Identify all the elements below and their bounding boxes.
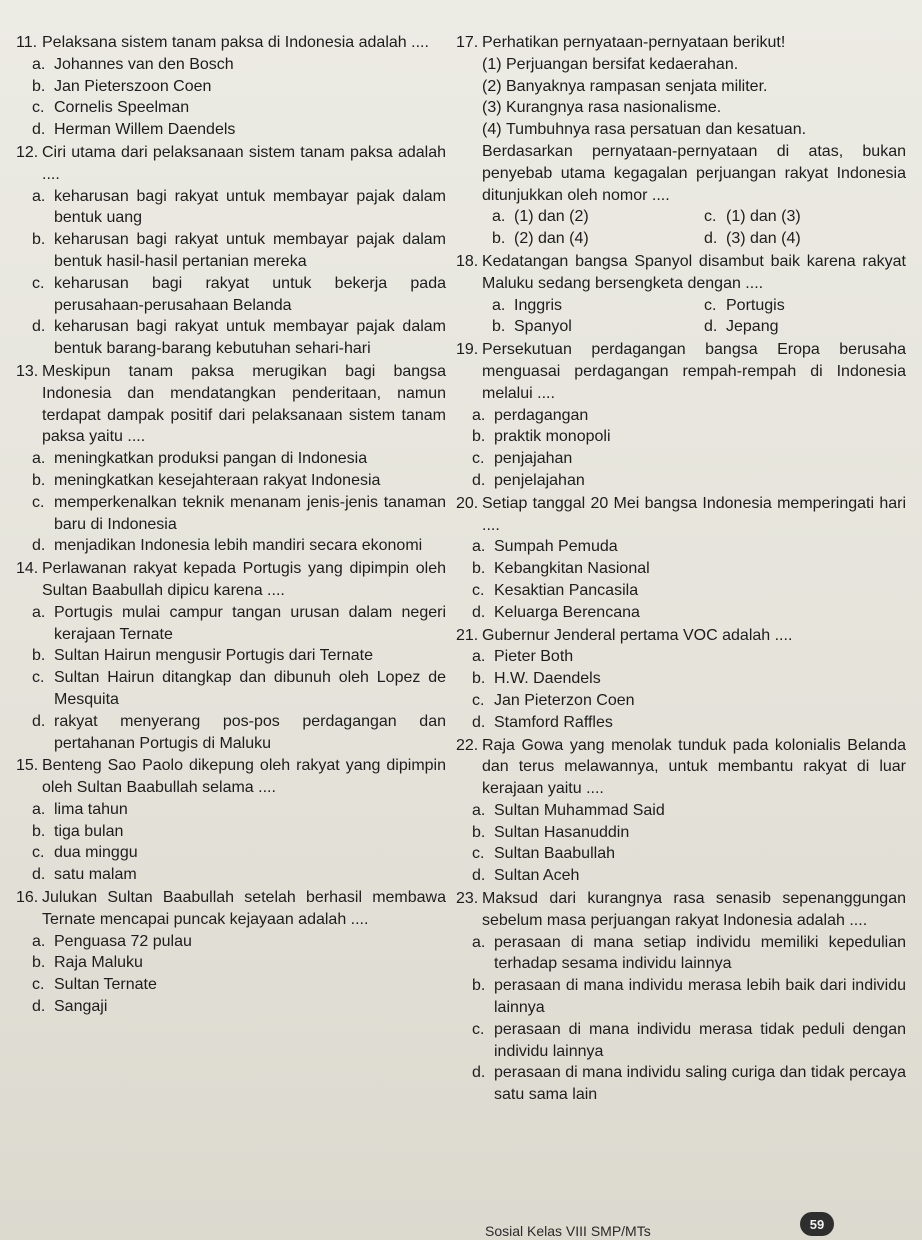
answer-option [472, 1019, 906, 1063]
statement-item [482, 119, 906, 141]
statement-text: Perjuangan bersifat kedaerahan. [506, 55, 739, 73]
option-label: b. [492, 318, 506, 336]
answer-option [472, 602, 906, 624]
question-number: 18. [456, 252, 479, 270]
left-column [16, 32, 446, 1019]
option-text: Sultan Hasanuddin [494, 823, 630, 841]
option-label: a. [472, 648, 486, 666]
option-text: Jan Pieterzon Coen [494, 691, 635, 709]
question-stem [456, 735, 906, 800]
option-label: c. [32, 274, 45, 292]
option-label: a. [492, 296, 506, 314]
answer-option [32, 535, 446, 557]
question-block [456, 735, 906, 888]
answer-option [492, 206, 694, 228]
answer-option [704, 316, 906, 338]
question-text: Raja Gowa yang menolak tunduk pada kolonialis Belanda dan terus melawannya, untuk membantu rakyat di luar kerajaan yaitu .... [482, 736, 906, 798]
answer-option [472, 712, 906, 734]
option-label: c. [32, 493, 45, 511]
question-block [16, 558, 446, 754]
answer-option [472, 800, 906, 822]
answer-option [32, 711, 446, 755]
question-number: 17. [456, 34, 479, 51]
option-text: perasaan di mana individu merasa lebih baik dari individu lainnya [494, 977, 906, 1017]
statement-text: Tumbuhnya rasa persatuan dan kesatuan. [506, 121, 807, 139]
question-block [456, 251, 906, 338]
question-block [456, 888, 906, 1106]
option-label: d. [32, 537, 46, 555]
option-label: b. [472, 977, 486, 995]
answer-option [472, 405, 906, 427]
statement-text: Banyaknya rampasan senjata militer. [506, 77, 768, 95]
question-stem [456, 32, 906, 54]
option-text: meningkatkan kesejahteraan rakyat Indonesia [54, 471, 381, 489]
question-block [16, 361, 446, 557]
option-text: Raja Maluku [54, 954, 143, 972]
option-label: d. [472, 603, 486, 621]
option-text: Johannes van den Bosch [54, 55, 234, 73]
option-label: a. [492, 208, 506, 226]
question-stem [16, 755, 446, 799]
question-text: Persekutuan perdagangan bangsa Eropa berusaha menguasai perdagangan rempah-rempah di Indonesia melalui .... [482, 341, 906, 402]
option-label: d. [472, 713, 486, 731]
option-label: b. [472, 560, 486, 578]
option-text: perdagangan [494, 406, 589, 424]
option-text: satu malam [54, 866, 137, 884]
option-text: penjajahan [494, 450, 573, 468]
answer-option [32, 667, 446, 711]
answer-option [492, 316, 694, 338]
answer-option [472, 668, 906, 690]
answer-option [472, 843, 906, 865]
answer-option [704, 228, 906, 250]
option-label: a. [32, 187, 46, 205]
answer-option [472, 932, 906, 976]
question-number: 16. [16, 889, 39, 907]
option-label: b. [472, 823, 486, 841]
question-block [456, 339, 906, 492]
option-text: Spanyol [514, 318, 572, 336]
option-label: d. [704, 230, 718, 248]
option-label: c. [32, 99, 45, 117]
option-text: Pieter Both [494, 648, 574, 666]
option-label: a. [472, 801, 486, 819]
question-stem [16, 32, 446, 54]
answer-option [32, 229, 446, 273]
statement-item [482, 76, 906, 98]
option-text: meningkatkan produksi pangan di Indonesia [54, 450, 368, 468]
option-text: perasaan di mana individu merasa tidak peduli dengan individu lainnya [494, 1020, 906, 1060]
option-text: Kebangkitan Nasional [494, 560, 650, 578]
option-text: Sangaji [54, 998, 108, 1016]
option-label: d. [32, 866, 46, 884]
option-label: b. [472, 428, 486, 446]
option-label: d. [472, 471, 486, 489]
question-text: Setiap tanggal 20 Mei bangsa Indonesia memperingati hari .... [482, 494, 906, 534]
option-label: d. [32, 712, 46, 730]
option-label: a. [472, 406, 486, 424]
option-text: keharusan bagi rakyat untuk membayar pajak dalam bentuk barang-barang kebutuhan sehari-hari [54, 318, 446, 358]
option-label: b. [32, 471, 46, 489]
option-text: Jan Pieterszoon Coen [54, 77, 212, 95]
option-label: b. [472, 670, 486, 688]
question-number: 11. [16, 34, 38, 51]
option-text: menjadikan Indonesia lebih mandiri secara ekonomi [54, 537, 423, 555]
question-stem [16, 887, 446, 931]
statement-label: (1) [482, 55, 502, 73]
question-text: Benteng Sao Paolo dikepung oleh rakyat yang dipimpin oleh Sultan Baabullah selama .... [42, 757, 446, 797]
option-text: Herman Willem Daendels [54, 121, 236, 139]
question-number: 20. [456, 494, 479, 512]
answer-option [492, 295, 694, 317]
answer-option [32, 645, 446, 667]
question-text: Gubernur Jenderal pertama VOC adalah .... [482, 626, 793, 644]
option-text: dua minggu [54, 844, 138, 862]
question-text: Maksud dari kurangnya rasa senasib sepenanggungan sebelum masa perjuangan rakyat Indonesia adalah .... [482, 890, 906, 929]
option-label: d. [32, 998, 46, 1016]
answer-option [32, 186, 446, 230]
statement-item [482, 97, 906, 119]
answer-option [32, 821, 446, 843]
question-number: 23. [456, 890, 479, 908]
option-text: (1) dan (2) [514, 208, 589, 226]
option-text: Keluarga Berencana [494, 603, 640, 621]
question-number: 12. [16, 143, 39, 161]
statement-label: (2) [482, 77, 502, 95]
question-followup: Berdasarkan pernyataan-pernyataan di atas, bukan penyebab utama kegagalan perjuangan rakyat Indonesia ditunjukkan oleh nomor .... [482, 142, 906, 204]
question-block [16, 755, 446, 886]
answer-option [32, 952, 446, 974]
option-label: c. [32, 976, 45, 994]
option-text: penjelajahan [494, 471, 585, 489]
answer-option [32, 931, 446, 953]
options-grid [482, 206, 906, 250]
statement-text: Kurangnya rasa nasionalisme. [506, 99, 722, 117]
question-text: Julukan Sultan Baabullah setelah berhasil membawa Ternate mencapai puncak kejayaan adalah .... [42, 889, 446, 928]
option-label: d. [472, 867, 486, 885]
answer-option [32, 996, 446, 1018]
option-text: Inggris [514, 296, 563, 314]
question-block [16, 142, 446, 360]
answer-option [32, 602, 446, 646]
answer-option [32, 316, 446, 360]
option-label: b. [32, 77, 46, 95]
question-number: 19. [456, 341, 479, 359]
option-label: a. [472, 538, 486, 556]
answer-option [472, 1062, 906, 1106]
answer-option [32, 799, 446, 821]
option-text: lima tahun [54, 800, 128, 818]
question-stem [16, 558, 446, 602]
answer-option [32, 974, 446, 996]
option-label: b. [32, 822, 46, 840]
options-grid [482, 295, 906, 339]
option-text: Kesaktian Pancasila [494, 581, 639, 599]
statement-label: (3) [482, 99, 502, 117]
footer-subject-label: Sosial Kelas VIII SMP/MTs [485, 1223, 651, 1239]
answer-option [32, 470, 446, 492]
question-block [16, 887, 446, 1018]
question-number: 13. [16, 362, 39, 380]
answer-option [32, 54, 446, 76]
right-column [456, 32, 906, 1107]
answer-option [32, 492, 446, 536]
answer-option [472, 975, 906, 1019]
option-text: tiga bulan [54, 822, 124, 840]
option-label: c. [472, 450, 485, 468]
option-label: c. [472, 581, 485, 599]
option-label: b. [32, 647, 46, 665]
answer-option [472, 580, 906, 602]
option-label: a. [32, 450, 46, 468]
option-label: c. [704, 208, 717, 226]
option-text: Sultan Ternate [54, 976, 157, 994]
question-stem [16, 361, 446, 448]
question-number: 21. [456, 626, 479, 644]
option-text: Sultan Baabullah [494, 845, 615, 863]
option-text: (3) dan (4) [726, 230, 801, 248]
answer-option [492, 228, 694, 250]
option-label: a. [472, 933, 486, 951]
question-number: 15. [16, 757, 39, 775]
answer-option [472, 865, 906, 887]
option-label: c. [472, 1020, 485, 1038]
question-number: 14. [16, 560, 39, 578]
option-text: Sultan Hairun mengusir Portugis dari Ternate [54, 647, 373, 665]
answer-option [32, 273, 446, 317]
option-label: b. [492, 230, 506, 248]
option-label: d. [472, 1064, 486, 1082]
question-stem [456, 251, 906, 295]
answer-option [472, 822, 906, 844]
option-label: c. [32, 844, 45, 862]
question-number: 22. [456, 736, 479, 754]
option-text: Portugis mulai campur tangan urusan dalam negeri kerajaan Ternate [54, 603, 446, 643]
question-text: Pelaksana sistem tanam paksa di Indonesia adalah .... [42, 34, 429, 51]
option-text: Stamford Raffles [494, 713, 613, 731]
question-text: Perlawanan rakyat kepada Portugis yang dipimpin oleh Sultan Baabullah dipicu karena .... [42, 560, 446, 599]
option-text: (1) dan (3) [726, 208, 801, 226]
answer-option [472, 646, 906, 668]
option-text: perasaan di mana setiap individu memiliki kepedulian terhadap sesama individu lainnya [494, 933, 906, 973]
answer-option [472, 470, 906, 492]
answer-option [704, 295, 906, 317]
option-text: memperkenalkan teknik menanam jenis-jenis tanaman baru di Indonesia [54, 493, 446, 533]
answer-option [472, 536, 906, 558]
option-text: keharusan bagi rakyat untuk bekerja pada perusahaan-perusahaan Belanda [54, 274, 446, 314]
question-stem [456, 339, 906, 404]
answer-option [472, 426, 906, 448]
statement-label: (4) [482, 121, 502, 139]
answer-option [472, 690, 906, 712]
question-block [456, 625, 906, 734]
answer-option [32, 448, 446, 470]
option-text: perasaan di mana individu saling curiga dan tidak percaya satu sama lain [494, 1064, 906, 1104]
question-block [16, 32, 446, 141]
option-label: c. [472, 845, 485, 863]
answer-option [32, 76, 446, 98]
answer-option [704, 206, 906, 228]
option-label: b. [32, 231, 46, 249]
option-label: d. [32, 121, 46, 139]
option-text: praktik monopoli [494, 428, 611, 446]
option-text: Sultan Aceh [494, 867, 580, 885]
page-number-badge: 59 [800, 1212, 834, 1236]
option-text: Penguasa 72 pulau [54, 932, 192, 950]
option-text: keharusan bagi rakyat untuk membayar pajak dalam bentuk uang [54, 187, 446, 227]
option-label: a. [32, 932, 46, 950]
question-stem [456, 493, 906, 537]
answer-option [32, 864, 446, 886]
option-label: a. [32, 800, 46, 818]
option-label: a. [32, 603, 46, 621]
option-text: keharusan bagi rakyat untuk membayar pajak dalam bentuk hasil-hasil pertanian mereka [54, 231, 446, 270]
answer-option [32, 842, 446, 864]
option-label: a. [32, 55, 46, 73]
answer-option [472, 558, 906, 580]
statement-item [482, 54, 906, 76]
answer-option [472, 448, 906, 470]
option-text: Sultan Muhammad Said [494, 801, 665, 819]
option-text: Jepang [726, 318, 779, 336]
option-text: Sumpah Pemuda [494, 538, 618, 556]
option-text: rakyat menyerang pos-pos perdagangan dan pertahanan Portugis di Maluku [54, 712, 446, 752]
answer-option [32, 97, 446, 119]
option-text: Sultan Hairun ditangkap dan dibunuh oleh Lopez de Mesquita [54, 669, 446, 708]
question-text: Ciri utama dari pelaksanaan sistem tanam paksa adalah .... [42, 143, 446, 183]
question-stem [456, 888, 906, 932]
option-label: c. [472, 691, 485, 709]
option-label: c. [704, 296, 717, 314]
question-stem [456, 625, 906, 647]
answer-option [32, 119, 446, 141]
option-text: Cornelis Speelman [54, 99, 190, 117]
option-text: H.W. Daendels [494, 670, 601, 688]
question-block [456, 32, 906, 250]
option-label: d. [704, 318, 718, 336]
question-text: Meskipun tanam paksa merugikan bagi bangsa Indonesia dan mendatangkan penderitaan, namun terdapat dampak positif dari pelaksanaan sistem tanam paksa yaitu .... [42, 362, 446, 446]
option-label: b. [32, 954, 46, 972]
option-label: c. [32, 669, 45, 687]
option-text: Portugis [726, 296, 785, 314]
option-label: d. [32, 318, 46, 336]
question-block [456, 493, 906, 624]
option-text: (2) dan (4) [514, 230, 589, 248]
question-text: Kedatangan bangsa Spanyol disambut baik karena rakyat Maluku sedang bersengketa dengan .... [482, 252, 906, 292]
question-text: Perhatikan pernyataan-pernyataan berikut! [482, 34, 786, 51]
question-stem [16, 142, 446, 186]
